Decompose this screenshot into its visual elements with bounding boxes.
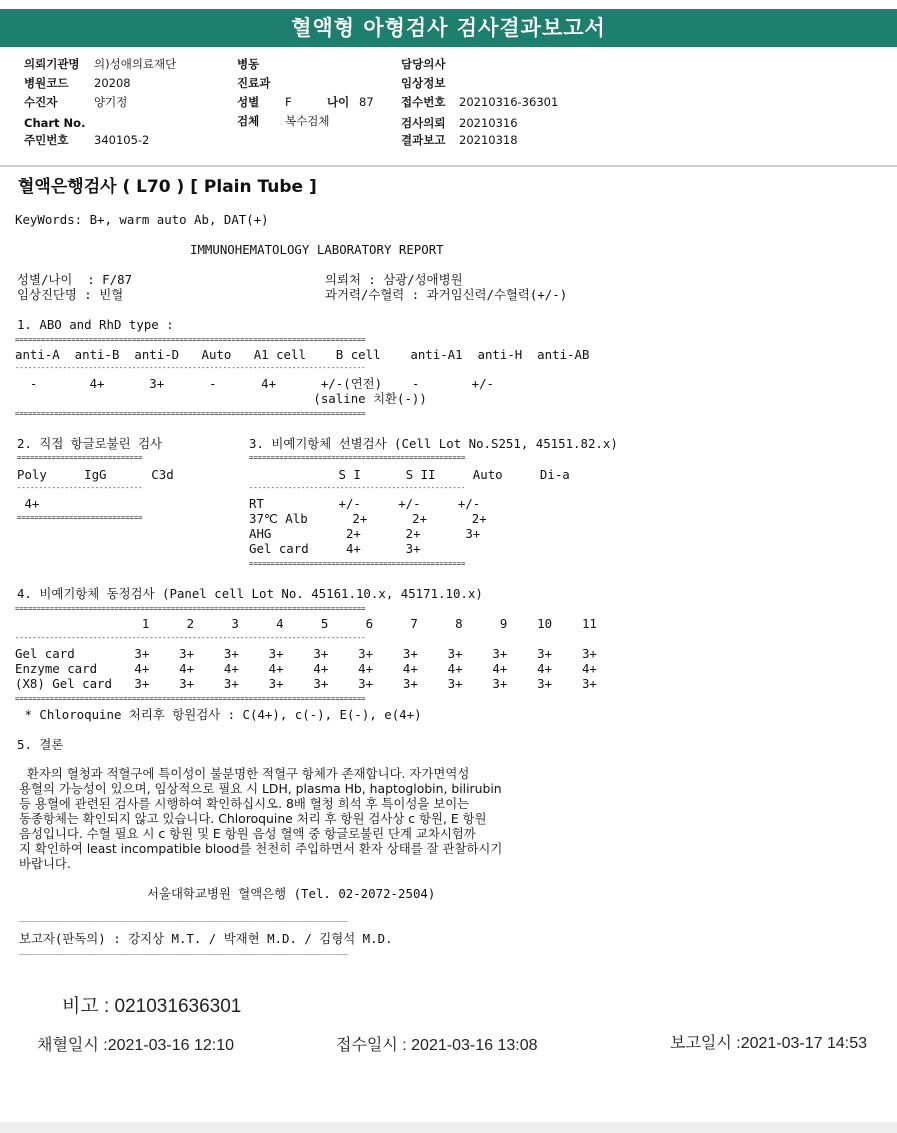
screen-row: Gel card 4+ 3+ (249, 541, 421, 556)
conclusion-line: 음성입니다. 수혈 필요 시 c 항원 및 E 항원 음성 혈액 중 항글로불린 단계 교차시험까 (19, 826, 476, 841)
ward-row (237, 57, 285, 72)
chart-no-row (24, 116, 94, 131)
request-date-row (401, 116, 518, 131)
dept-row (237, 76, 285, 91)
sex-label: 성별 (237, 95, 260, 109)
receipt-no-label: 접수번호 (401, 95, 446, 109)
abo-dash: --------------------------------------------------------------------------------- (15, 363, 366, 372)
screen-title: 3. 비예기항체 선별검사 (Cell Lot No.S251, 45151.82.x) (249, 436, 618, 451)
panel-rule-end: ================================================================================= (15, 694, 366, 703)
screen-row: 37℃ Alb 2+ 2+ 2+ (249, 511, 487, 526)
dat-header: Poly IgG C3d (17, 467, 174, 482)
resident-no-label: 주민번호 (24, 133, 69, 147)
dat-title: 2. 직접 항글로불린 검사 (17, 436, 163, 451)
panel-row: Gel card 3+ 3+ 3+ 3+ 3+ 3+ 3+ 3+ 3+ 3+ 3+ (15, 646, 597, 661)
request-date-label: 검사의뢰 (401, 116, 446, 130)
screen-rule-end: ================================================== (249, 559, 466, 568)
age-value: 87 (359, 95, 374, 109)
remark: 비고 : 021031636301 (62, 996, 242, 1017)
patient-sex-age: 성별/나이 : F/87 (17, 272, 133, 287)
lab-report-title: IMMUNOHEMATOLOGY LABORATORY REPORT (190, 242, 444, 257)
screen-rule: ================================================== (249, 453, 466, 462)
clinical-row (401, 76, 459, 91)
age-label: 나이 (327, 95, 350, 109)
keywords: KeyWords: B+, warm auto Ab, DAT(+) (15, 212, 269, 227)
conclusion-title: 5. 결론 (17, 737, 64, 752)
chloroquine-result: * Chloroquine 처리후 항원검사 : C(4+), c(-), E(-), e(4+) (17, 707, 422, 722)
report-date-value: 20210318 (459, 133, 518, 147)
sign-rule-end: ________________________________________________________________________ (19, 946, 349, 955)
patient-history: 과거력/수혈력 : 과거임신력/수혈력(+/-) (325, 287, 568, 302)
collected-datetime: 채혈일시 :2021-03-16 12:10 (37, 1037, 235, 1054)
panel-header: 1 2 3 4 5 6 7 8 9 10 11 (15, 616, 597, 631)
dat-dash: ----------------------------- (17, 483, 143, 492)
bottom-strip (0, 1122, 897, 1133)
resident-no-row (24, 133, 149, 148)
report-banner (0, 9, 897, 47)
abo-note: (saline 치환(-)) (15, 391, 427, 406)
reporter: 보고자(판독의) : 강지상 M.T. / 박재현 M.D. / 김형석 M.D. (19, 931, 393, 946)
abo-rule-end: ================================================================================= (15, 409, 366, 418)
panel-dash: --------------------------------------------------------------------------------- (15, 633, 366, 642)
conclusion-line: 바랍니다. (19, 856, 71, 871)
hospital-code-value: 20208 (94, 76, 131, 90)
sex-value: F (285, 95, 292, 109)
request-date-value: 20210316 (459, 116, 518, 130)
conclusion-line: 지 확인하여 least incompatible blood를 천천히 주입하면서 환자 상태를 잘 관찰하시기 (19, 841, 503, 856)
hospital-code-label: 병원코드 (24, 76, 69, 90)
panel-row: (X8) Gel card 3+ 3+ 3+ 3+ 3+ 3+ 3+ 3+ 3+ 3+ 3+ (15, 676, 597, 691)
resident-no-value: 340105-2 (94, 133, 150, 147)
recipient-row (24, 95, 127, 110)
receipt-no-row (401, 95, 558, 110)
dat-rule-end: ============================= (17, 513, 143, 522)
abo-header: anti-A anti-B anti-D Auto A1 cell B cell anti-A1 anti-H anti-AB (15, 347, 590, 362)
hospital-code-row (24, 76, 131, 91)
hospital-contact: 서울대학교병원 혈액은행 (Tel. 02-2072-2504) (147, 886, 436, 901)
ward-label: 병동 (237, 57, 260, 71)
conclusion-line: 등 용혈에 관련된 검사를 시행하여 확인하십시오. 8배 혈청 희석 후 특이성을 보이는 (19, 796, 470, 811)
specimen-label: 검체 (237, 114, 260, 128)
recipient-label: 수진자 (24, 95, 58, 109)
institution-value: 의)성애의료재단 (94, 57, 177, 71)
clinical-label: 임상정보 (401, 76, 446, 90)
institution-row (24, 57, 176, 72)
dept-label: 진료과 (237, 76, 271, 90)
panel-row: Enzyme card 4+ 4+ 4+ 4+ 4+ 4+ 4+ 4+ 4+ 4+ 4+ (15, 661, 597, 676)
screen-row: AHG 2+ 2+ 3+ (249, 526, 481, 541)
section-title: 혈액은행검사 ( L70 ) [ Plain Tube ] (18, 177, 317, 197)
sex-age-row (237, 95, 374, 110)
abo-rule: ================================================================================= (15, 335, 366, 344)
report-date-row (401, 133, 518, 148)
panel-rule: ================================================================================= (15, 604, 366, 613)
screen-dash: -------------------------------------------------- (249, 483, 466, 492)
patient-diagnosis: 임상진단명 : 빈혈 (17, 287, 124, 302)
specimen-row (237, 114, 329, 129)
recipient-value: 양기정 (94, 95, 128, 109)
conclusion-line: 환자의 혈청과 적혈구에 특이성이 불분명한 적혈구 항체가 존재합니다. 자가면역성 (19, 766, 470, 781)
doctor-label: 담당의사 (401, 57, 446, 71)
specimen-value: 복수검체 (285, 114, 330, 128)
panel-title: 4. 비예기항체 동정검사 (Panel cell Lot No. 45161.10.x, 45171.10.x) (17, 586, 483, 601)
receipt-no-value: 20210316-36301 (459, 95, 559, 109)
report-date-label: 결과보고 (401, 133, 446, 147)
abo-values: - 4+ 3+ - 4+ +/-(연전) - +/- (15, 376, 494, 391)
institution-label: 의뢰기관명 (24, 57, 80, 71)
screen-header: S I S II Auto Di-a (249, 467, 570, 482)
received-datetime: 접수일시 : 2021-03-16 13:08 (336, 1037, 538, 1054)
screen-row: RT +/- +/- +/- (249, 496, 481, 511)
patient-referrer: 의뢰처 : 삼광/성애병원 (325, 272, 463, 287)
dat-values: 4+ (17, 496, 40, 511)
reported-datetime: 보고일시 :2021-03-17 14:53 (670, 1035, 868, 1052)
conclusion-line: 동종항체는 확인되지 않고 있습니다. Chloroquine 처리 후 항원 검사상 c 항원, E 항원 (19, 811, 487, 826)
sign-rule: ________________________________________________________________________ (19, 913, 349, 922)
dat-rule: ============================= (17, 453, 143, 462)
conclusion-line: 용혈의 가능성이 있으며, 임상적으로 필요 시 LDH, plasma Hb, haptoglobin, bilirubin (19, 781, 502, 796)
doctor-row (401, 57, 459, 72)
report-title: 혈액형 아형검사 검사결과보고서 (291, 16, 606, 40)
header-divider (0, 165, 897, 167)
abo-title: 1. ABO and RhD type : (17, 317, 174, 332)
chart-no-label: Chart No. (24, 116, 86, 130)
